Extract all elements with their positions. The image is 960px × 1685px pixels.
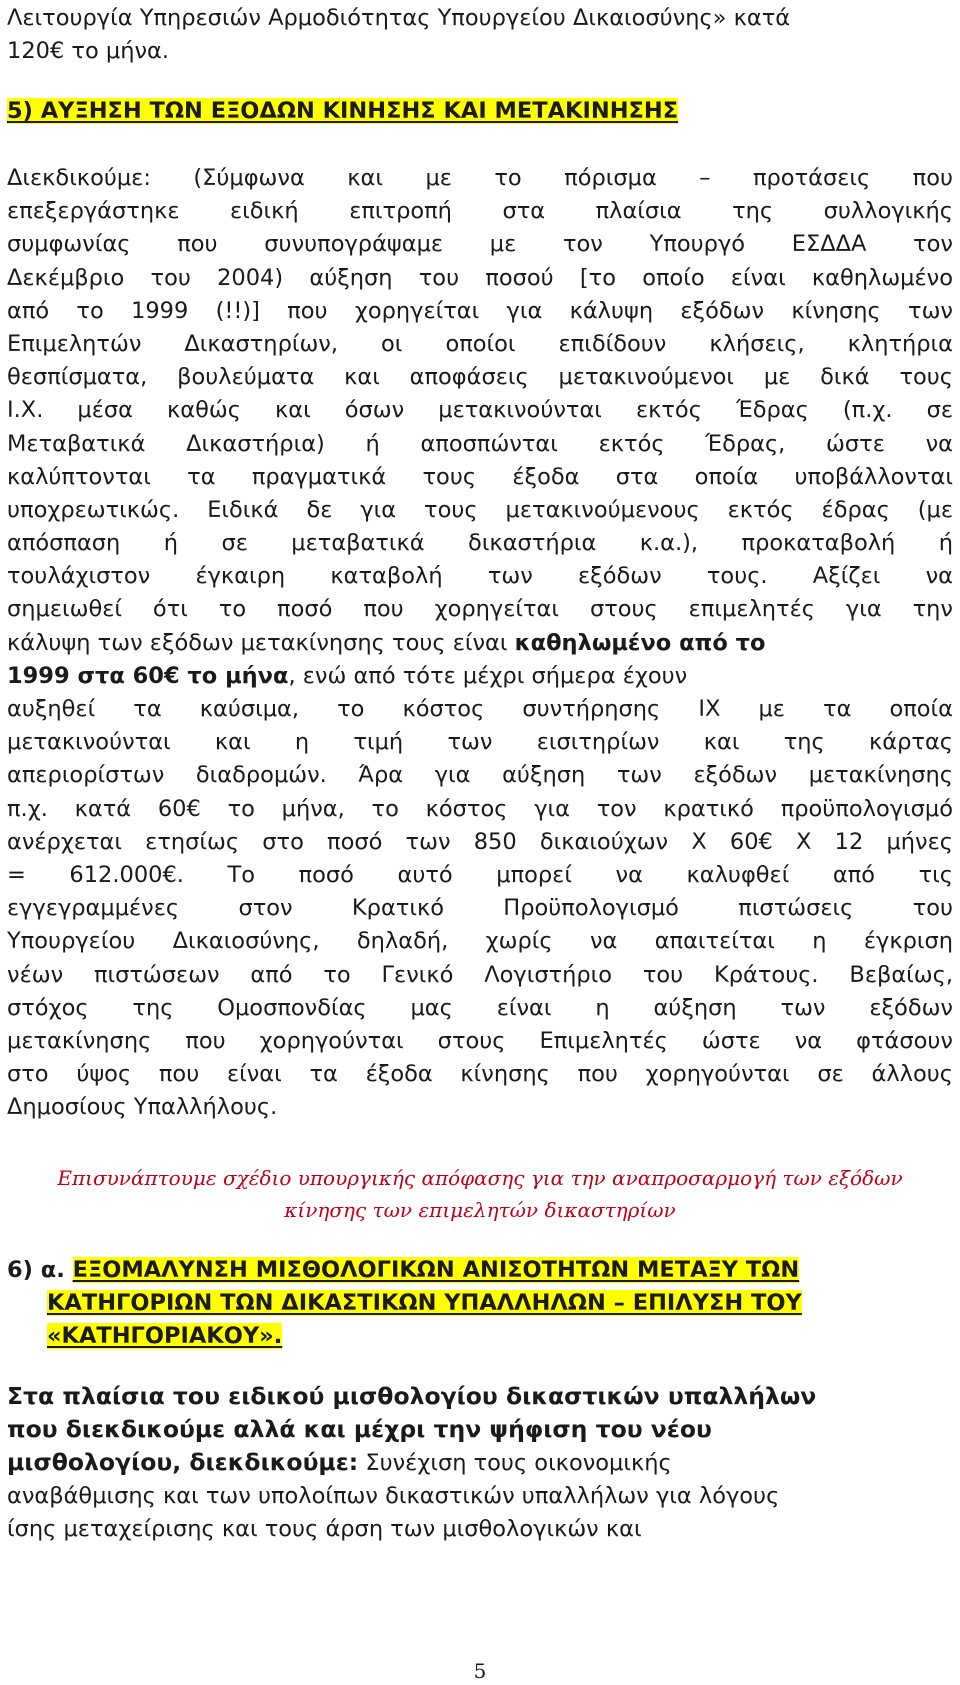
text-line: αναβάθμισης και των υπολοίπων δικαστικών υπαλλήλων για λόγους [7, 1482, 780, 1509]
text-line: απόσπαση ή σε μεταβατικά δικαστήρια κ.α.), προκαταβολή ή [7, 530, 953, 557]
text-line: σημειωθεί ότι το ποσό που χορηγείται στους επιμελητές για την [7, 596, 953, 623]
text-line: ανέρχεται ετησίως στο ποσό των 850 δικαιούχων Χ 60€ Χ 12 μήνες [7, 828, 953, 855]
text-line-mixed [7, 1446, 953, 1479]
text-line: αυξηθεί τα καύσιμα, το κόστος συντήρησης ΙΧ με τα οποία [7, 696, 953, 722]
text-line: απεριορίστων διαδρομών. Άρα για αύξηση των εξόδων μετακίνησης [7, 762, 953, 789]
section-5-heading [7, 95, 678, 128]
text-line: νέων πιστώσεων από το Γενικό Λογιστήριο του Κράτους. Βεβαίως, [7, 961, 953, 988]
text-span: κάλυψη των εξόδων μετακίνησης τους είναι [7, 629, 515, 656]
section-6-heading [7, 1254, 953, 1354]
bold-span: μισθολογίου, διεκδικούμε: [7, 1448, 359, 1477]
text-line: Δημοσίους Υπαλλήλους. [7, 1094, 278, 1121]
text-line: που διεκδικούμε αλλά και μέχρι την ψήφιση του νέου [7, 1415, 712, 1444]
text-line: Στα πλαίσια του ειδικού μισθολογίου δικαστικών υπαλλήλων [7, 1382, 817, 1410]
attachment-note [7, 1162, 953, 1226]
text-line: από το 1999 (!!)] που χορηγείται για κάλυψη εξόδων κίνησης των [7, 297, 953, 324]
section-5-body [7, 162, 953, 1124]
heading-line [7, 1254, 953, 1287]
page-number: 5 [473, 1659, 487, 1683]
text-line: επεξεργάστηκε ειδική επιτροπή στα πλαίσια της συλλογικής [7, 198, 953, 225]
text-line: Ι.Χ. μέσα καθώς και όσων μετακινούνται εκτός Έδρας (π.χ. σε [7, 397, 953, 424]
section-6-body [7, 1380, 953, 1546]
heading-text: ΚΑΤΗΓΟΡΙΩΝ ΤΩΝ ΔΙΚΑΣΤΙΚΩΝ ΥΠΑΛΛΗΛΩΝ – ΕΠΙΛΥΣΗ ΤΟΥ [47, 1290, 802, 1317]
section-5-heading-text: 5) ΑΥΞΗΣΗ ΤΩΝ ΕΞΟΔΩΝ ΚΙΝΗΣΗΣ ΚΑΙ ΜΕΤΑΚΙΝΗΣΗΣ [7, 98, 679, 124]
text-line: θεσπίσματα, βουλεύματα και αποφάσεις μετακινούμενοι με δικά τους [7, 364, 953, 391]
text-line: εγγεγραμμένες στον Κρατικό Προϋπολογισμό πιστώσεις του [7, 895, 953, 922]
text-span: , ενώ από τότε μέχρι σήμερα έχουν [288, 662, 688, 689]
heading-text: «ΚΑΤΗΓΟΡΙΑΚΟΥ». [47, 1323, 283, 1350]
text-line: στο ύψος που είναι τα έξοδα κίνησης που χορηγούνται σε άλλους [7, 1061, 953, 1088]
text-line: Δεκέμβριο του 2004) αύξηση του ποσού [το οποίο είναι καθηλωμένο [7, 264, 953, 291]
text-line: τουλάχιστον έγκαιρη καταβολή των εξόδων τους. Αξίζει να [7, 563, 953, 590]
note-line: Επισυνάπτουμε σχέδιο υπουργικής απόφασης για την αναπροσαρμογή των εξόδων [57, 1166, 903, 1190]
section-6-number: 6) α. [7, 1257, 65, 1283]
text-line: = 612.000€. Το ποσό αυτό μπορεί να καλυφθεί από τις [7, 861, 953, 888]
text-line: Επιμελητών Δικαστηρίων, οι οποίοι επιδίδουν κλήσεις, κλητήρια [7, 330, 953, 357]
text-line: ίσης μεταχείρισης και τους άρση των μισθολογικών και [7, 1515, 642, 1542]
text-span: Συνέχιση τους οικονομικής [358, 1450, 672, 1477]
text-line: π.χ. κατά 60€ το μήνα, το κόστος για τον κρατικό προϋπολογισμό [7, 795, 953, 822]
bold-span: 1999 στα 60€ το μήνα [7, 662, 289, 689]
text-line-mixed [7, 660, 953, 693]
text-line: καλύπτονται τα πραγματικά τους έξοδα στα οποία υποβάλλονται [7, 463, 953, 490]
heading-line [7, 1320, 953, 1353]
text-line: 120€ το μήνα. [7, 38, 170, 65]
heading-text: ΕΞΟΜΑΛΥΝΣΗ ΜΙΣΘΟΛΟΓΙΚΩΝ ΑΝΙΣΟΤΗΤΩΝ ΜΕΤΑΞΥ ΤΩΝ [72, 1257, 800, 1283]
text-line-mixed [7, 627, 953, 660]
text-line: Λειτουργία Υπηρεσιών Αρμοδιότητας Υπουργείου Δικαιοσύνης» κατά [7, 5, 791, 31]
heading-line [7, 1287, 953, 1320]
text-line: Μεταβατικά Δικαστήρια) ή αποσπώνται εκτός Έδρας, ώστε να [7, 430, 953, 457]
text-line: συμφωνίας που συνυπογράψαμε με τον Υπουργό ΕΣΔΔΑ τον [7, 231, 953, 258]
text-line: μετακίνησης που χορηγούνται στους Επιμελητές ώστε να φτάσουν [7, 1027, 953, 1054]
bold-span: καθηλωμένο από το [514, 629, 766, 656]
intro-block [7, 2, 953, 68]
text-line: Υπουργείου Δικαιοσύνης, δηλαδή, χωρίς να απαιτείται η έγκριση [7, 928, 953, 955]
note-line: κίνησης των επιμελητών δικαστηρίων [284, 1198, 676, 1222]
text-line: υποχρεωτικώς. Ειδικά δε για τους μετακινούμενους εκτός έδρας (με [7, 496, 953, 523]
text-line: μετακινούνται και η τιμή των εισιτηρίων και της κάρτας [7, 729, 953, 756]
text-line: Διεκδικούμε: (Σύμφωνα και με το πόρισμα – προτάσεις που [7, 165, 953, 191]
text-line: στόχος της Ομοσπονδίας μας είναι η αύξηση των εξόδων [7, 994, 953, 1021]
